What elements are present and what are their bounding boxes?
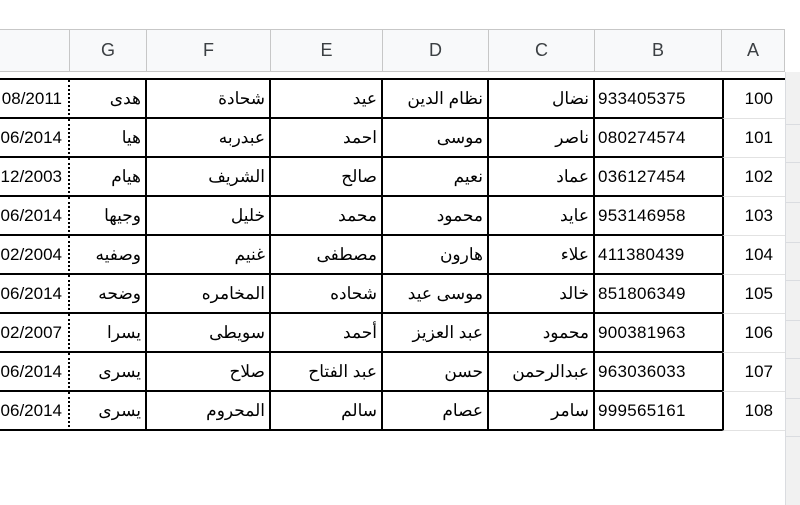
cell-date[interactable]: [0, 275, 70, 314]
cell-g[interactable]: [70, 392, 147, 431]
cell-e[interactable]: [271, 119, 383, 158]
column-header-e[interactable]: E: [271, 29, 383, 72]
cell-d[interactable]: [383, 236, 489, 275]
cell-d-text: هارون: [439, 244, 483, 264]
cell-f[interactable]: [147, 236, 271, 275]
scrollbar-tick: [786, 320, 800, 321]
cell-g[interactable]: [70, 353, 147, 392]
cell-d[interactable]: [383, 392, 489, 431]
cell-date-text: 06/2014: [0, 400, 62, 420]
cell-f[interactable]: [147, 275, 271, 314]
cell-f-text: المخامره: [201, 283, 265, 303]
cell-date-text: 02/2007: [0, 322, 62, 342]
cell-c-text: نضال: [551, 88, 589, 108]
table-row: [0, 236, 785, 275]
scrollbar-tick: [786, 398, 800, 399]
cell-e[interactable]: [271, 314, 383, 353]
cell-g[interactable]: [70, 236, 147, 275]
cell-c[interactable]: [489, 236, 595, 275]
cell-b-text: 080274574: [598, 127, 686, 147]
cell-date[interactable]: [0, 80, 70, 119]
cell-c-text: خالد: [559, 283, 589, 303]
cell-b[interactable]: [595, 314, 722, 353]
cell-c-text: سامر: [551, 400, 589, 420]
cell-e-text: شحاده: [330, 283, 377, 303]
cell-d[interactable]: [383, 80, 489, 119]
scrollbar-tick: [786, 280, 800, 281]
column-header-a[interactable]: A: [722, 29, 785, 72]
cell-f-text: الشريف: [208, 166, 265, 186]
table-row: [0, 314, 785, 353]
cell-g-text: يسرى: [98, 400, 141, 420]
cell-f[interactable]: [147, 392, 271, 431]
cell-b-text: 999565161: [598, 400, 686, 420]
scrollbar-tick: [786, 124, 800, 125]
cell-a[interactable]: [722, 392, 785, 431]
cell-a[interactable]: [722, 119, 785, 158]
cell-f-text: عبدربه: [218, 127, 265, 147]
cell-b[interactable]: [595, 197, 722, 236]
cell-date[interactable]: [0, 353, 70, 392]
cell-d[interactable]: [383, 314, 489, 353]
table-row: [0, 158, 785, 197]
toolbar-area: [0, 0, 800, 29]
scrollbar-tick: [786, 162, 800, 163]
cell-e[interactable]: [271, 392, 383, 431]
cell-b-text: 851806349: [598, 283, 686, 303]
cell-c-text: محمود: [542, 322, 589, 342]
cell-d-text: عبد العزيز: [412, 322, 483, 342]
cell-date-text: 06/2014: [0, 361, 62, 381]
cell-e[interactable]: [271, 353, 383, 392]
cell-e[interactable]: [271, 158, 383, 197]
cell-b-text: 963036033: [598, 361, 686, 381]
table-row: [0, 275, 785, 314]
cell-e-text: سالم: [341, 400, 377, 420]
cell-date-text: 12/2003: [0, 166, 62, 186]
cell-d-text: حسن: [444, 361, 483, 381]
cell-g-text: وجيها: [104, 205, 141, 225]
cell-f[interactable]: [147, 197, 271, 236]
cell-c-text: عماد: [556, 166, 589, 186]
cell-g[interactable]: [70, 80, 147, 119]
column-header-d[interactable]: D: [383, 29, 489, 72]
cell-c-text: ناصر: [555, 127, 589, 147]
cell-e-text: محمد: [338, 205, 377, 225]
cell-a-text: 100: [744, 89, 773, 108]
scrollbar-tick: [786, 202, 800, 203]
cell-g[interactable]: [70, 158, 147, 197]
cell-date[interactable]: [0, 314, 70, 353]
cell-d-text: نظام الدين: [407, 88, 483, 108]
cell-date[interactable]: [0, 158, 70, 197]
cell-a-text: 108: [744, 401, 773, 420]
cell-a[interactable]: [722, 275, 785, 314]
cell-f[interactable]: [147, 158, 271, 197]
vertical-scrollbar[interactable]: [785, 72, 800, 505]
scrollbar-tick: [786, 242, 800, 243]
cell-c[interactable]: [489, 314, 595, 353]
cell-b-text: 900381963: [598, 322, 686, 342]
scrollbar-tick: [786, 358, 800, 359]
cell-a-text: 103: [744, 206, 773, 225]
column-header-partial[interactable]: [0, 29, 70, 72]
cell-g-text: يسرا: [107, 322, 141, 342]
cell-c-text: عايد: [560, 205, 589, 225]
cell-e-text: عيد: [352, 88, 377, 108]
cell-f-text: المحروم: [206, 400, 265, 420]
cell-f[interactable]: [147, 119, 271, 158]
cell-f[interactable]: [147, 80, 271, 119]
cell-d-text: موسى: [436, 127, 483, 147]
cell-c[interactable]: [489, 275, 595, 314]
cell-b[interactable]: [595, 275, 722, 314]
cell-b-text: 411380439: [598, 244, 685, 264]
cell-g[interactable]: [70, 275, 147, 314]
cell-a[interactable]: [722, 236, 785, 275]
cell-c[interactable]: [489, 80, 595, 119]
cell-f-text: خليل: [230, 205, 265, 225]
table-row: [0, 119, 785, 158]
cell-g-text: هيام: [111, 166, 141, 186]
cell-a[interactable]: [722, 197, 785, 236]
cell-c[interactable]: [489, 119, 595, 158]
cell-c[interactable]: [489, 197, 595, 236]
scrollbar-tick: [786, 436, 800, 437]
cell-f[interactable]: [147, 314, 271, 353]
cell-date-text: 06/2014: [0, 127, 62, 147]
cell-g-text: هيا: [121, 127, 141, 147]
cell-d[interactable]: [383, 119, 489, 158]
cell-g-text: هدى: [109, 88, 141, 108]
column-header-b[interactable]: B: [595, 29, 722, 72]
cell-e[interactable]: [271, 197, 383, 236]
cell-date-text: 06/2014: [0, 205, 62, 225]
cell-e[interactable]: [271, 275, 383, 314]
column-header-c[interactable]: C: [489, 29, 595, 72]
cell-d-text: محمود: [436, 205, 483, 225]
cell-e-text: عبد الفتاح: [308, 361, 377, 381]
cell-d-text: نعيم: [453, 166, 483, 186]
cell-f-text: سويطى: [209, 322, 265, 342]
cell-date[interactable]: [0, 119, 70, 158]
cell-b[interactable]: [595, 236, 722, 275]
cell-g[interactable]: [70, 197, 147, 236]
cell-a[interactable]: [722, 314, 785, 353]
cell-f-text: صلاح: [229, 361, 265, 381]
cell-a[interactable]: [722, 158, 785, 197]
cell-date[interactable]: [0, 392, 70, 431]
cell-a-text: 101: [744, 128, 773, 147]
cell-d[interactable]: [383, 275, 489, 314]
cell-b-text: 933405375: [598, 88, 686, 108]
cell-date-text: 02/2004: [0, 244, 62, 264]
cell-e-text: صالح: [341, 166, 377, 186]
table-row: [0, 197, 785, 236]
cell-b[interactable]: [595, 158, 722, 197]
cell-date[interactable]: [0, 236, 70, 275]
cell-b[interactable]: [595, 119, 722, 158]
cell-c[interactable]: [489, 392, 595, 431]
cell-c-text: علاء: [560, 244, 589, 264]
cell-b[interactable]: [595, 392, 722, 431]
cell-a-text: 102: [744, 167, 773, 186]
column-header-f[interactable]: F: [147, 29, 271, 72]
cell-g-text: وضحه: [98, 283, 141, 303]
cell-c[interactable]: [489, 158, 595, 197]
cell-a[interactable]: [722, 353, 785, 392]
table-row: [0, 392, 785, 431]
cell-g-text: يسرى: [98, 361, 141, 381]
cell-a-text: 106: [744, 323, 773, 342]
cell-f-text: غنيم: [234, 244, 265, 264]
cell-date-text: 06/2014: [0, 283, 62, 303]
cell-d-text: عصام: [442, 400, 483, 420]
cell-g[interactable]: [70, 314, 147, 353]
cell-f-text: شحادة: [218, 88, 265, 108]
cell-b-text: 953146958: [598, 205, 686, 225]
cell-g-text: وصفيه: [95, 244, 141, 264]
cell-b[interactable]: [595, 353, 722, 392]
cell-d[interactable]: [383, 197, 489, 236]
cell-c[interactable]: [489, 353, 595, 392]
cell-b-text: 036127454: [598, 166, 686, 186]
table-row: [0, 353, 785, 392]
cell-a-text: 107: [744, 362, 773, 381]
cell-f[interactable]: [147, 353, 271, 392]
cell-c-text: عبدالرحمن: [512, 361, 589, 381]
cell-e-text: أحمد: [343, 322, 377, 342]
cell-d[interactable]: [383, 158, 489, 197]
cell-b[interactable]: [595, 80, 722, 119]
cell-g[interactable]: [70, 119, 147, 158]
cell-e[interactable]: [271, 80, 383, 119]
cell-d-text: موسى عيد: [407, 283, 483, 303]
cell-d[interactable]: [383, 353, 489, 392]
cell-e[interactable]: [271, 236, 383, 275]
cell-e-text: احمد: [343, 127, 377, 147]
cell-date-text: 08/2011: [1, 88, 62, 108]
cell-a-text: 105: [744, 284, 773, 303]
cell-date[interactable]: [0, 197, 70, 236]
cell-a-text: 104: [744, 245, 773, 264]
cell-a[interactable]: [722, 80, 785, 119]
table-row: [0, 80, 785, 119]
cell-e-text: مصطفى: [316, 244, 377, 264]
column-header-g[interactable]: G: [70, 29, 147, 72]
